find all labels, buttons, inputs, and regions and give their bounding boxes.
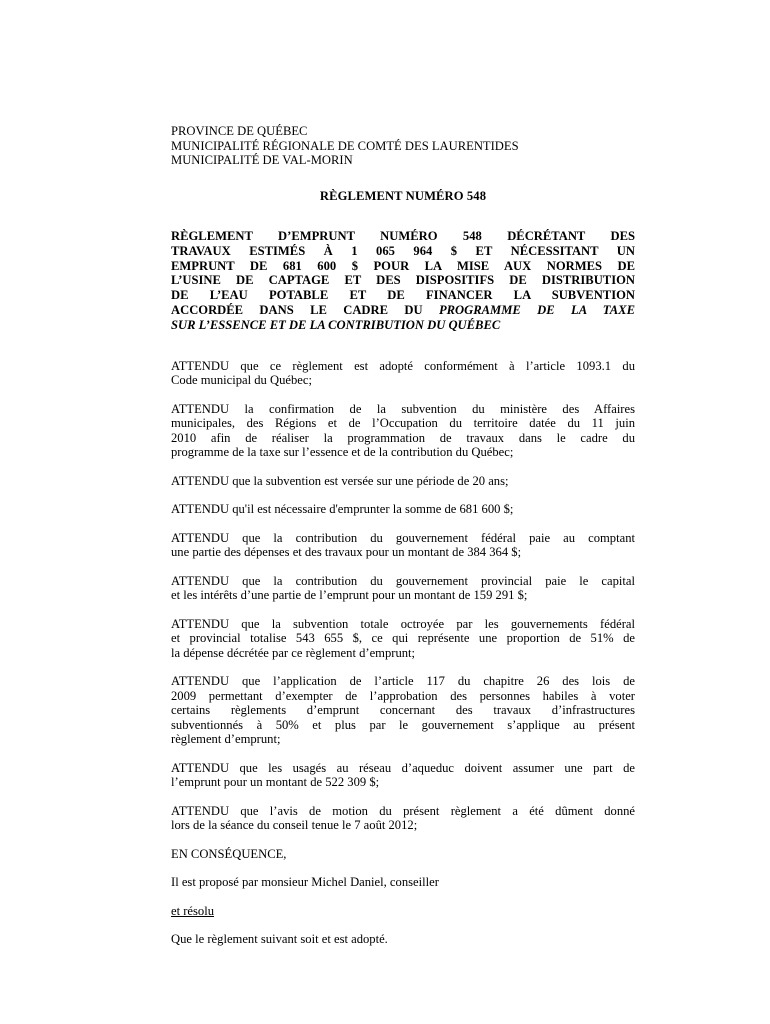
paragraph-line: et les intérêts d’une partie de l’emprunt pour un montant de 159 291 $;: [171, 588, 528, 603]
title-line: [171, 303, 635, 318]
paragraph-line: une partie des dépenses et des travaux pour un montant de 384 364 $;: [171, 545, 522, 560]
title-program-name-continued: SUR L’ESSENCE ET DE LA CONTRIBUTION DU QUÉBEC: [171, 317, 501, 332]
header-municipality: MUNICIPALITÉ DE VAL-MORIN: [171, 153, 353, 167]
paragraph-line: municipales, des Régions et de l’Occupation du territoire datée du 11 juin: [171, 416, 635, 431]
paragraph-line: EN CONSÉQUENCE,: [171, 846, 287, 861]
document-header: [171, 124, 635, 168]
paragraph-line: ATTENDU que la contribution du gouvernement provincial paie le capital: [171, 573, 635, 588]
paragraph-line: 2009 permettant d’exempter de l’approbation des personnes habiles à voter: [171, 688, 635, 703]
paragraph-line: la dépense décrétée par ce règlement d’emprunt;: [171, 645, 416, 660]
paragraph-line: Il est proposé par monsieur Michel Daniel, conseiller: [171, 875, 439, 890]
paragraph-line: ATTENDU qu'il est nécessaire d'emprunter la somme de 681 600 $;: [171, 502, 514, 517]
whereas-paragraph: [171, 761, 635, 790]
paragraph-line: lors de la séance du conseil tenue le 7 août 2012;: [171, 818, 418, 833]
regulation-number: RÈGLEMENT NUMÉRO 548: [319, 188, 487, 203]
document-page: [171, 124, 635, 947]
proposal-paragraph: [171, 875, 635, 890]
resolved-label: et résolu: [171, 903, 215, 918]
paragraph-line: subventionnés à 50% et plus par le gouvernement s’applique au présent: [171, 717, 635, 732]
paragraph-line: ATTENDU que l’avis de motion du présent règlement a été dûment donné: [171, 803, 635, 818]
paragraph-line: Que le règlement suivant soit et est adopté.: [171, 932, 388, 947]
title-program-name: PROGRAMME DE LA TAXE: [438, 302, 635, 317]
whereas-paragraph: [171, 617, 635, 661]
paragraph-line: ATTENDU que les usagés au réseau d’aqueduc doivent assumer une part de: [171, 760, 635, 775]
paragraph-line: 2010 afin de réaliser la programmation de travaux dans le cadre du: [171, 430, 635, 445]
paragraph-line: ATTENDU que l’application de l’article 117 du chapitre 26 des lois de: [171, 674, 635, 689]
paragraph-line: Code municipal du Québec;: [171, 373, 312, 388]
adoption-paragraph: [171, 932, 635, 947]
whereas-paragraph: [171, 531, 635, 560]
paragraph-line: ATTENDU que la subvention totale octroyée par les gouvernements fédéral: [171, 616, 635, 631]
whereas-paragraph: [171, 502, 635, 517]
paragraph-line: l’emprunt pour un montant de 522 309 $;: [171, 775, 380, 790]
paragraph-line: certains règlements d’emprunt concernant des travaux d’infrastructures: [171, 703, 635, 718]
paragraph-line: ATTENDU que la contribution du gouvernement fédéral paie au comptant: [171, 530, 635, 545]
regulation-title: [171, 229, 635, 333]
whereas-paragraph: [171, 674, 635, 747]
title-line: DE L’EAU POTABLE ET DE FINANCER LA SUBVENTION: [171, 288, 635, 303]
header-province: PROVINCE DE QUÉBEC: [171, 124, 308, 138]
paragraph-line: ATTENDU la confirmation de la subvention du ministère des Affaires: [171, 401, 635, 416]
whereas-paragraph: [171, 804, 635, 833]
resolved-paragraph: [171, 904, 635, 919]
paragraph-line: programme de la taxe sur l’essence et de la contribution du Québec;: [171, 445, 514, 460]
paragraph-line: ATTENDU que la subvention est versée sur une période de 20 ans;: [171, 473, 509, 488]
whereas-paragraph: [171, 474, 635, 489]
paragraph-line: règlement d’emprunt;: [171, 732, 281, 747]
header-mrc: MUNICIPALITÉ RÉGIONALE DE COMTÉ DES LAURENTIDES: [171, 138, 519, 153]
whereas-paragraph: [171, 574, 635, 603]
title-line: L’USINE DE CAPTAGE ET DES DISPOSITIFS DE DISTRIBUTION: [171, 273, 635, 288]
paragraph-line: ATTENDU que ce règlement est adopté conformément à l’article 1093.1 du: [171, 358, 635, 373]
title-line: [171, 318, 635, 333]
title-line: RÈGLEMENT D’EMPRUNT NUMÉRO 548 DÉCRÉTANT DES: [171, 229, 635, 243]
paragraph-line: et provincial totalise 543 655 $, ce qui représente une proportion de 51% de: [171, 631, 635, 646]
title-line-plain: ACCORDÉE DANS LE CADRE DU: [171, 302, 423, 317]
title-line: TRAVAUX ESTIMÉS À 1 065 964 $ ET NÉCESSITANT UN: [171, 243, 635, 258]
title-line: EMPRUNT DE 681 600 $ POUR LA MISE AUX NORMES DE: [171, 258, 635, 273]
whereas-paragraph: [171, 402, 635, 460]
whereas-paragraph: [171, 359, 635, 388]
consequence-paragraph: [171, 847, 635, 862]
